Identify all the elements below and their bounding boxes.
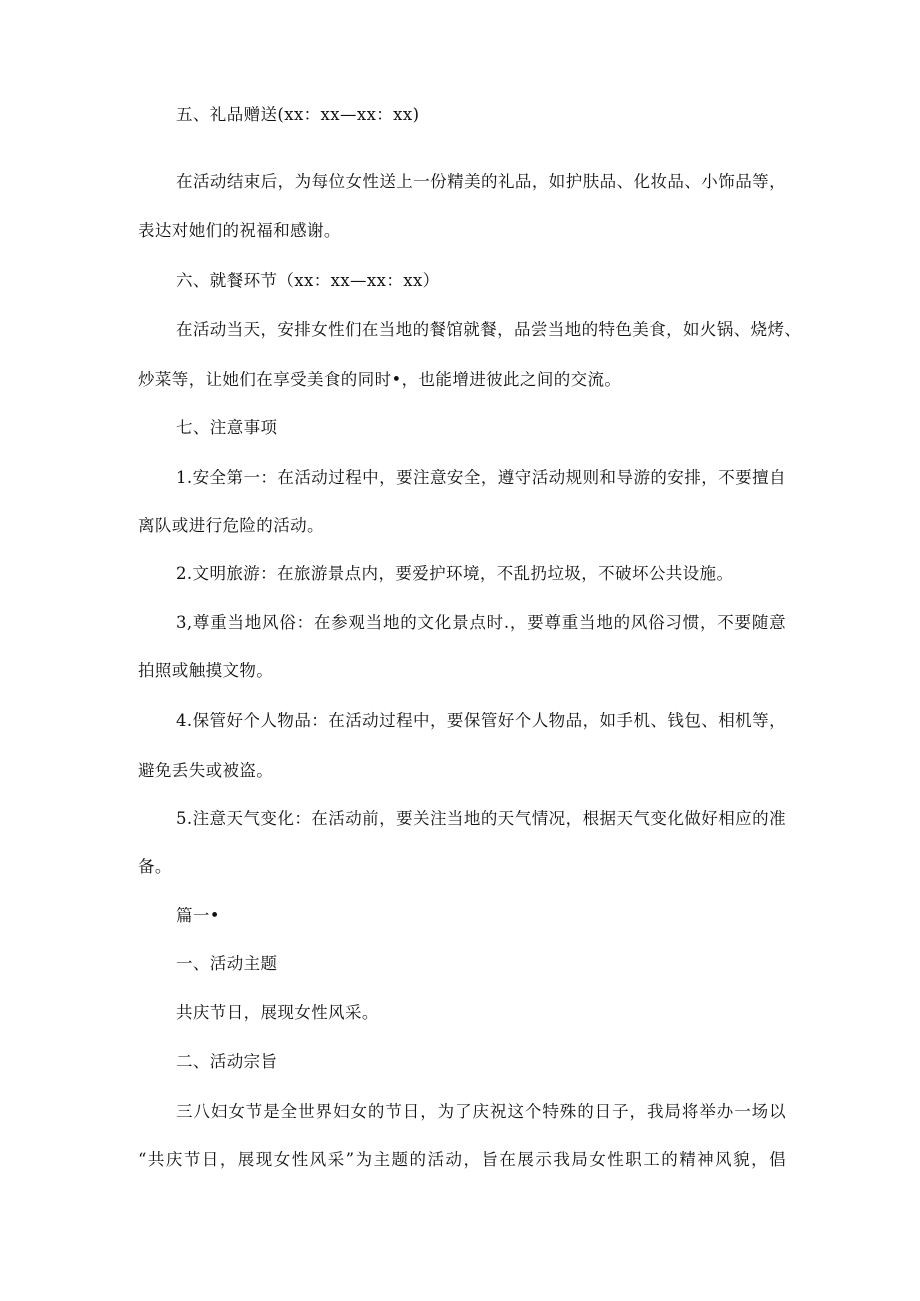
list-item-line: 避免丢失或被盗。 bbox=[138, 761, 274, 780]
list-item-line: 5.注意天气变化：在活动前，要关注当地的天气情况，根据天气变化做好相应的准 bbox=[176, 809, 786, 828]
paragraph-line: 表达对她们的祝福和感谢。 bbox=[138, 221, 341, 240]
section-heading-notes: 七、注意事项 bbox=[176, 418, 278, 437]
list-item-line: 3,尊重当地风俗：在参观当地的文化景点时.，要尊重当地的风俗习惯，不要随意 bbox=[176, 613, 786, 632]
section-heading-dining: 六、就餐环节（xx：xx—xx：xx） bbox=[176, 271, 440, 290]
section-heading-purpose: 二、活动宗旨 bbox=[176, 1052, 278, 1071]
list-item-line: 拍照或触摸文物。 bbox=[138, 661, 274, 680]
paragraph-line: 共庆节日，展现女性风采。 bbox=[176, 1003, 379, 1022]
paragraph-line: 炒菜等，让她们在享受美食的同时•，也能增进彼此之间的交流。 bbox=[138, 370, 622, 389]
section-heading-gift: 五、礼品赠送(xx：xx—xx：xx) bbox=[176, 105, 420, 124]
list-item-line: 1.安全第一：在活动过程中，要注意安全，遵守活动规则和导游的安排，不要擅自 bbox=[176, 468, 786, 487]
paragraph-line: 三八妇女节是全世界妇女的节日，为了庆祝这个特殊的日子，我局将举办一场以 bbox=[176, 1102, 786, 1121]
section-heading-theme: 一、活动主题 bbox=[176, 954, 278, 973]
list-item-line: 离队或进行危险的活动。 bbox=[138, 516, 324, 535]
list-item-line: 4.保管好个人物品：在活动过程中，要保管好个人物品，如手机、钱包、相机等， bbox=[176, 711, 786, 730]
paragraph-line: 在活动结束后，为每位女性送上一份精美的礼品，如护肤品、化妆品、小饰品等， bbox=[176, 172, 786, 191]
paragraph-line: 在活动当天，安排女性们在当地的餐馆就餐，品尝当地的特色美食，如火锅、烧烤、 bbox=[176, 320, 802, 339]
paragraph-line: “共庆节日，展现女性风采”为主题的活动，旨在展示我局女性职工的精神风貌，倡 bbox=[138, 1150, 786, 1169]
list-item-line: 2.文明旅游：在旅游景点内，要爱护环境，不乱扔垃圾，不破坏公共设施。 bbox=[176, 564, 734, 583]
list-item-line: 备。 bbox=[138, 857, 172, 876]
chapter-heading: 篇一• bbox=[176, 906, 220, 925]
